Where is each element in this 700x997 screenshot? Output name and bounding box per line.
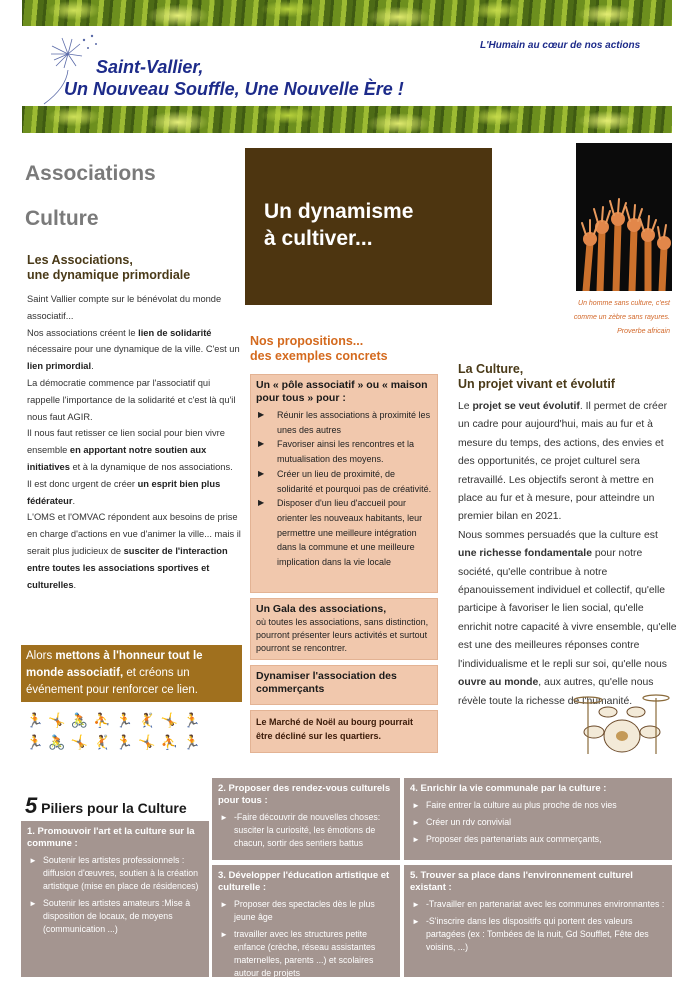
piliers-label: Piliers pour la Culture [37, 800, 187, 816]
text-run: Il nous faut retisser ce lien social pour bien vivre ensemble [27, 428, 225, 456]
commercants-box [250, 665, 438, 705]
list-item: ► Créer un rdv convivial [410, 816, 666, 829]
pilier-5-title: 5. Trouver sa place dans l'environnement culturel existant : [410, 870, 633, 893]
bold-text: lien de solidarité [138, 327, 212, 338]
list-item: ► -S'inscrire dans les dispositifs qui portent des valeurs partagées (ex : Tombées de la nuit, Gd Soufflet, Fête des voisins, ...) [410, 915, 666, 954]
bold-text: ouvre au monde [458, 677, 539, 689]
list-item: ▶ Disposer d'un lieu d'accueil pour orienter les nouveaux habitants, leur permettre une meilleure intégration dans la commune et une meilleure implication dans la vie locale [256, 496, 432, 570]
paragraph [27, 291, 242, 325]
section-title-culture: Culture [25, 207, 99, 230]
title-line-2: Un Nouveau Souffle, Une Nouvelle Ère ! [64, 79, 404, 99]
bold-text: un esprit bien plus fédérateur [27, 478, 221, 506]
text-run: Nos associations créent le [27, 327, 139, 338]
culture-body [458, 398, 678, 711]
text-run: Le [458, 401, 473, 412]
pole-associatif-box [250, 374, 438, 593]
title-line-1: Saint-Vallier, [96, 57, 204, 77]
associations-body [27, 291, 242, 593]
sports-icons-row-1: 🏃🤸🚴⛹🏃🤾🤸🏃 [26, 712, 206, 728]
list-item: ▶ Réunir les associations à proximité les unes des autres [256, 408, 432, 437]
callout-text-1: Alors [26, 650, 56, 662]
associations-heading-line2: une dynamique primordiale [27, 268, 191, 282]
list-item: ► Proposer des partenariats aux commerçants, [410, 833, 666, 846]
culture-heading-line1: La Culture, [458, 362, 524, 376]
bold-text: une richesse fondamentale [458, 548, 592, 560]
pilier-3-title: 3. Développer l'éducation artistique et culturelle : [218, 870, 390, 893]
text-run: nécessaire pour une dynamique de la ville. C'est un [27, 344, 240, 355]
propositions-line-2: des exemples concrets [250, 349, 388, 363]
marche-noel-box [250, 710, 438, 753]
list-item: ► Soutenir les artistes amateurs :Mise à disposition de locaux, de moyens (communication ...) [27, 897, 203, 936]
quote-author: Proverbe africain [617, 328, 670, 335]
text-run: . [73, 579, 77, 590]
piliers-title [25, 793, 187, 819]
culture-heading [458, 362, 615, 392]
text-run: Nous sommes persuadés que la culture est [458, 529, 658, 541]
text-run: Il est donc urgent de créer [27, 478, 138, 489]
bold-text: en apportant notre soutien aux initiatives [27, 445, 207, 472]
text-run: . Il permet de créer un cadre pour aujourd'hui, mais au fur et à mesure du temps, des actions, des envies et des opportunités, ce projet culturel sera retravaillé. Les objectifs seront à mettre en place au fur et à mesure, pour atteindre un premier bilan en 2021. [458, 401, 668, 523]
paragraph [27, 425, 242, 475]
list-item: ► Soutenir les artistes professionnels : diffusion d'œuvres, soutien à la création artistique (mise en place de résidences) [27, 854, 203, 893]
list-item: ► Proposer des spectacles dès le plus jeune âge [218, 898, 394, 924]
commercants-title: Dynamiser l'association des commerçants [256, 670, 397, 695]
text-run: . [91, 361, 94, 372]
text-run: La démocratie commence par l'associatif qui rappelle l'importance de la solidarité et c'est là qu'il nous faut AGIR. [27, 377, 236, 422]
pilier-4-box [404, 778, 672, 860]
list-item: ▶ Créer un lieu de proximité, de solidarité et pourquoi pas de créativité. [256, 467, 432, 496]
text-run: et à la dynamique de nos associations. [69, 461, 233, 472]
tagline: L'Humain au cœur de nos actions [480, 40, 641, 51]
callout-box [21, 645, 242, 702]
paragraph [27, 476, 242, 510]
pilier-2-box [212, 778, 400, 860]
list-item: ▶ Favoriser ainsi les rencontres et la mutualisation des moyens. [256, 437, 432, 466]
text-run: . [72, 495, 76, 506]
text-run: Saint Vallier compte sur le bénévolat du monde associatif... [27, 294, 222, 321]
gala-box [250, 598, 438, 660]
callout-text-2: et créons un événement pour renforcer ce lien. [26, 667, 198, 696]
gala-title: Un Gala des associations, [256, 603, 387, 615]
paragraph [27, 325, 242, 375]
bold-text: susciter de l'interaction entre toutes les associations sportives et culturelles [27, 545, 228, 590]
list-item: ► -Travailler en partenariat avec les communes environnantes : [410, 898, 666, 911]
pilier-1-title: 1. Promouvoir l'art et la culture sur la commune : [27, 826, 195, 849]
text-run: L'OMS et l'OMVAC répondent aux besoins de prise en charge d'actions en vue d'animer la ville... mais il serait plus judicieux de [27, 512, 241, 556]
raised-hands-image [576, 143, 672, 291]
list-item: ► Faire entrer la culture au plus proche de nos vies [410, 799, 666, 812]
paragraph [27, 509, 242, 593]
pilier-3-box [212, 865, 400, 977]
piliers-number: 5 [25, 793, 38, 818]
paragraph [27, 375, 242, 425]
bold-text: projet se veut évolutif [472, 401, 580, 412]
associations-heading [27, 253, 190, 283]
banner-line-1: Un dynamisme [264, 200, 414, 223]
bold-text: lien primordial [27, 361, 92, 372]
pilier-4-title: 4. Enrichir la vie communale par la culture : [410, 783, 607, 794]
text-run: pour notre société, qu'elle contribue à notre épanouissement individuel et collectif, qu'elle participe à favoriser le lien social, qu'elle enrichit notre capacité à vivre ensemble, qu'elle est une des meilleures réponses contre l'individualisme et le repli sur soi, qu'elle nous [458, 548, 677, 670]
culture-heading-line2: Un projet vivant et évolutif [458, 377, 615, 391]
header-foliage-top [22, 0, 672, 26]
sports-icons-row-2: 🏃🚴🤸🤾🏃🤸⛹🏃 [26, 734, 206, 750]
pole-associatif-list [256, 408, 432, 570]
propositions-line-1: Nos propositions... [250, 334, 364, 348]
gala-text: où toutes les associations, sans distinction, pourront présenter leurs activités et surtout pourront se rencontrer. [256, 617, 429, 653]
section-title-associations: Associations [25, 162, 156, 185]
drum-kit-image [572, 686, 670, 758]
propositions-heading [250, 334, 388, 364]
header-foliage-bottom [22, 106, 672, 133]
quote-text: Un homme sans culture, c'est comme un zèbre sans rayures. [573, 300, 670, 321]
banner-line-2: à cultiver... [264, 227, 373, 250]
list-item: ► travailler avec les structures petite enfance (crèche, réseau assistantes maternelles, parents ...) et scolaires autour de projets [218, 928, 394, 980]
pilier-2-title: 2. Proposer des rendez-vous culturels pour tous : [218, 783, 391, 806]
pole-associatif-title: Un « pôle associatif » ou « maison pour tous » pour : [256, 379, 428, 404]
pilier-1-box [21, 821, 209, 977]
quote [560, 297, 670, 339]
associations-heading-line1: Les Associations, [27, 253, 133, 267]
callout-bold: mettons à l'honneur tout le monde associatif, [26, 650, 203, 679]
list-item: ► -Faire découvrir de nouvelles choses: susciter la curiosité, les émotions de chacun, sortir des sentiers battus [218, 811, 394, 850]
banner-text [264, 198, 413, 252]
text-run: , aux autres, qu'elle nous révèle toute la richesse de l'humanité. [458, 677, 654, 707]
marche-noel-text: Le Marché de Noël au bourg pourrait être décliné sur les quartiers. [256, 717, 414, 741]
pilier-5-box [404, 865, 672, 977]
